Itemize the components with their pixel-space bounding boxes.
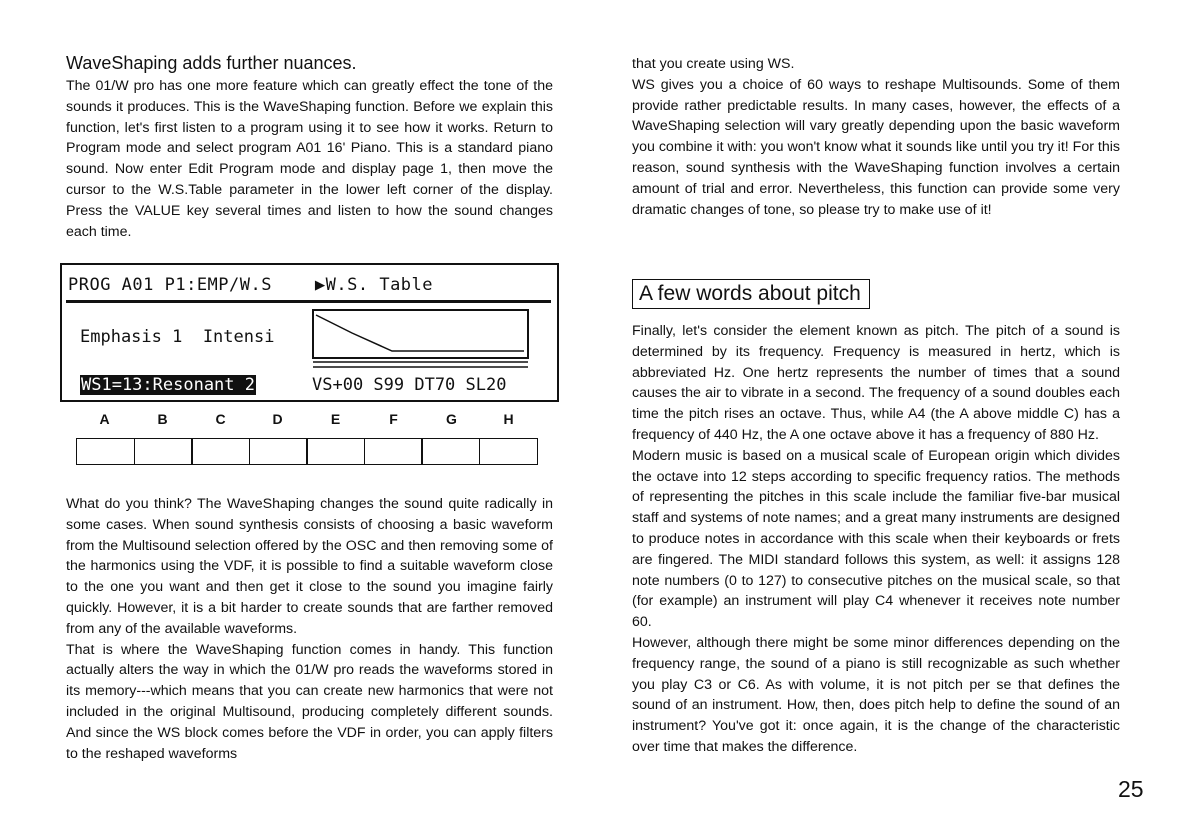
key-label-g: G bbox=[446, 411, 457, 427]
key-label-d: D bbox=[272, 411, 283, 427]
lcd-highlighted-value: WS1=13:Resonant 2 bbox=[81, 375, 255, 395]
left-body bbox=[66, 494, 553, 764]
key-label-e: E bbox=[330, 411, 341, 427]
soft-key-row bbox=[76, 438, 538, 465]
lcd-ws-select bbox=[80, 375, 256, 395]
lcd-program-label: PROG A01 P1:EMP/W.S bbox=[68, 275, 272, 295]
key-label-h: H bbox=[503, 411, 514, 427]
key-label-b: B bbox=[157, 411, 168, 427]
soft-key-b bbox=[134, 438, 193, 465]
key-label-c: C bbox=[215, 411, 226, 427]
soft-key-h bbox=[479, 438, 538, 465]
key-label-a: A bbox=[99, 411, 110, 427]
waveshape-graph bbox=[312, 309, 529, 369]
section-heading-waveshaping: WaveShaping adds further nuances. bbox=[66, 53, 357, 73]
soft-key-a bbox=[76, 438, 135, 465]
soft-key-d bbox=[249, 438, 308, 465]
paragraph: However, although there might be some minor differences depending on the frequency range, the sound of a piano is still recognizable as such whether you play C3 or C6. As with volume, it is not pitch per se that defines the sound of an instrument. How, then, does pitch help to define the sound of an instrument? You've got it: once again, it is the change of the characteristic over time that makes the difference. bbox=[632, 634, 1120, 755]
paragraph: Modern music is based on a musical scale of European origin which divides the octave into 12 steps according to specific frequency ratios. The methods of representing the pitches in this scale include the familiar five-bar musical staff and systems of note names; and a great many instruments are designed to produce notes in accordance with this scale when their keyboards or frets are fingered. The MIDI standard follows this system, as well: it assigns 128 note numbers (0 to 127) to consecutive pitches on the musical scale, so that (for example) an instrument will play C4 whenever it receives note number 60. bbox=[632, 447, 1120, 631]
soft-key-f bbox=[364, 438, 423, 465]
soft-key-labels bbox=[76, 411, 538, 431]
pitch-section-body bbox=[632, 321, 1120, 758]
paragraph: What do you think? The WaveShaping changes the sound quite radically in some cases. When sound synthesis consists of choosing a basic waveform from the Multisound selection offered by the OSC and then removing some of the harmonics using the VDF, it is possible to find a suitable waveform close to the one you want and then get it close to the sound you imagine fairly quickly. However, it is a bit harder to create sounds that are farther removed from any of the available waveforms. bbox=[66, 496, 553, 637]
lcd-header-line bbox=[68, 275, 433, 295]
paragraph: That is where the WaveShaping function comes in handy. This function actually alters the way in which the 01/W pro reads the waveforms stored in its memory---which means that you can create new harmonics that were not included in the original Multisound, producing completely different sounds. And since the WS block comes before the VDF in order, you can apply filters to the reshaped waveforms bbox=[66, 641, 553, 762]
lcd-parameters-line: VS+00 S99 DT70 SL20 bbox=[312, 375, 507, 395]
lcd-divider bbox=[66, 300, 551, 303]
paragraph: that you create using WS. bbox=[632, 56, 795, 72]
lcd-display-figure bbox=[60, 263, 559, 402]
paragraph: Finally, let's consider the element known as pitch. The pitch of a sound is determined by its frequency. Frequency is measured in hertz, which is abbreviated Hz. One hertz represents the number of times that a sound causes the air to vibrate in a second. The frequency of a sound doubles each time the pitch rises an octave. Thus, while A4 (the A above middle C) has a frequency of 440 Hz, the A one octave above it has a frequency of 880 Hz. bbox=[632, 323, 1120, 443]
page-number: 25 bbox=[1118, 776, 1144, 802]
lcd-parameter-label: ▶W.S. Table bbox=[314, 275, 434, 295]
soft-key-g bbox=[421, 438, 480, 465]
section-heading-pitch: A few words about pitch bbox=[632, 279, 870, 309]
soft-key-e bbox=[306, 438, 365, 465]
right-continuation bbox=[632, 54, 1120, 220]
intro-paragraph: The 01/W pro has one more feature which can greatly effect the tone of the sounds it produces. This is the WaveShaping function. Before we explain this function, let's first listen to a program using it to see how it works. Return to Program mode and select program A01 16' Piano. This is a standard piano sound. Now enter Edit Program mode and display page 1, then move the cursor to the W.S.Table parameter in the lower left corner of the display. Press the VALUE key several times and listen to how the sound changes each time. bbox=[66, 78, 553, 240]
key-label-f: F bbox=[389, 411, 398, 427]
paragraph: WS gives you a choice of 60 ways to reshape Multisounds. Some of them provide rather predictable results. In many cases, however, the effects of a WaveShaping selection will vary greatly depending upon the basic waveform you combine it with: you won't know what it sounds like until you try it! For this reason, sound synthesis with the WaveShaping function involves a certain amount of trial and error. Nevertheless, this function can provide some very dramatic changes of tone, so please try to make use of it! bbox=[632, 76, 1120, 218]
lcd-emphasis-line: Emphasis 1 Intensi bbox=[80, 327, 275, 347]
soft-key-c bbox=[191, 438, 250, 465]
